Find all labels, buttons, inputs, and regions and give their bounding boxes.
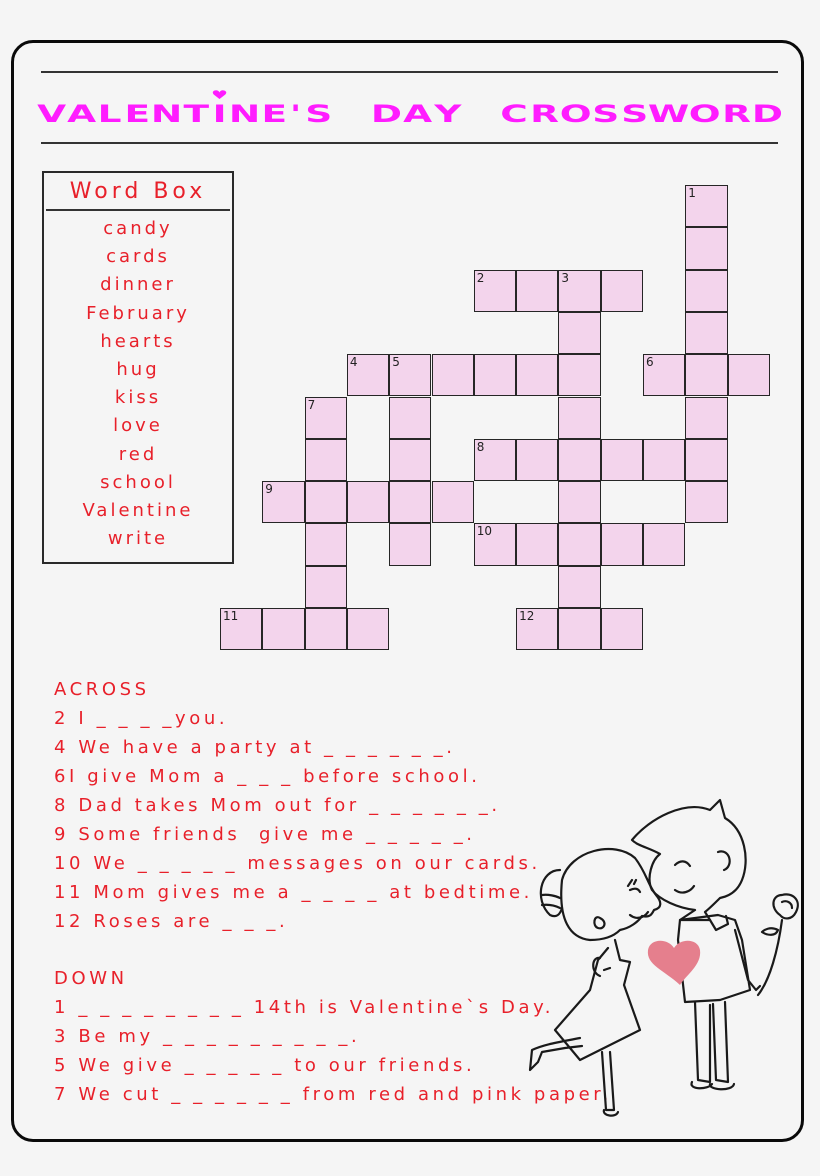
crossword-cell[interactable] xyxy=(347,354,389,396)
heart-icon xyxy=(648,941,700,985)
crossword-cell[interactable] xyxy=(516,270,558,312)
word-box-item: dinner xyxy=(100,274,176,296)
crossword-cell[interactable] xyxy=(558,354,600,396)
down-clue: 1 _ _ _ _ _ _ _ _ 14th is Valentine`s Day. xyxy=(54,997,555,1018)
word-box-item: school xyxy=(100,471,176,493)
crossword-cell[interactable] xyxy=(220,608,262,650)
word-box-item: cards xyxy=(106,246,170,268)
across-clue: 2 I _ _ _ _you. xyxy=(54,708,229,729)
crossword-cell[interactable] xyxy=(474,270,516,312)
crossword-cell[interactable] xyxy=(516,354,558,396)
crossword-cell[interactable] xyxy=(601,270,643,312)
word-box-item: red xyxy=(118,443,158,465)
crossword-cell[interactable] xyxy=(685,397,727,439)
down-heading: DOWN xyxy=(54,968,128,989)
crossword-cell[interactable] xyxy=(558,481,600,523)
crossword-cell[interactable] xyxy=(262,481,304,523)
crossword-cell[interactable] xyxy=(474,439,516,481)
clue-number: 9 xyxy=(265,482,273,497)
across-clue: 9 Some friends give me _ _ _ _ _. xyxy=(54,824,476,845)
clue-number: 6 xyxy=(646,355,654,370)
down-clue: 7 We cut _ _ _ _ _ _ from red and pink paper. xyxy=(54,1084,612,1105)
crossword-cell[interactable] xyxy=(474,354,516,396)
across-clue: 8 Dad takes Mom out for _ _ _ _ _ _. xyxy=(54,795,501,816)
clue-number: 12 xyxy=(519,609,535,623)
crossword-cell[interactable] xyxy=(305,566,347,608)
crossword-cell[interactable] xyxy=(558,566,600,608)
crossword-cell[interactable] xyxy=(305,439,347,481)
word-box-item: hearts xyxy=(100,330,176,352)
across-clue: 12 Roses are _ _ _. xyxy=(54,911,289,932)
word-box-item: Valentine xyxy=(82,499,194,521)
crossword-cell[interactable] xyxy=(558,523,600,565)
title-word: D A Y xyxy=(371,100,461,128)
crossword-cell[interactable] xyxy=(685,185,727,227)
crossword-cell[interactable] xyxy=(516,608,558,650)
crossword-cell[interactable] xyxy=(643,354,685,396)
across-clue: 11 Mom gives me a _ _ _ _ at bedtime. xyxy=(54,882,533,903)
title-top-rule xyxy=(41,71,778,73)
crossword-cell[interactable] xyxy=(305,481,347,523)
crossword-cell[interactable] xyxy=(347,608,389,650)
crossword-cell[interactable] xyxy=(347,481,389,523)
clue-number: 8 xyxy=(476,439,485,454)
crossword-cell[interactable] xyxy=(262,608,304,650)
crossword-cell[interactable] xyxy=(305,397,347,439)
down-clue: 5 We give _ _ _ _ _ to our friends. xyxy=(54,1055,476,1076)
crossword-cell[interactable] xyxy=(643,439,685,481)
word-box-item: hug xyxy=(116,358,160,380)
clue-number: 4 xyxy=(349,355,358,370)
clue-number: 3 xyxy=(561,270,570,285)
across-clue: 4 We have a party at _ _ _ _ _ _. xyxy=(54,737,456,758)
title-word: V A L E N T ♥ I N E ' S xyxy=(40,97,329,132)
crossword-cell[interactable] xyxy=(685,227,727,269)
word-box-item: February xyxy=(86,302,190,324)
crossword-cell[interactable] xyxy=(389,354,431,396)
across-clue: 10 We _ _ _ _ _ messages on our cards. xyxy=(54,853,541,874)
crossword-cell[interactable] xyxy=(685,312,727,354)
crossword-cell[interactable] xyxy=(643,523,685,565)
crossword-cell[interactable] xyxy=(389,481,431,523)
across-heading: ACROSS xyxy=(54,679,150,700)
crossword-cell[interactable] xyxy=(432,481,474,523)
word-list xyxy=(44,211,232,553)
clue-number: 11 xyxy=(223,609,239,623)
clue-number: 10 xyxy=(476,524,493,539)
crossword-cell[interactable] xyxy=(685,354,727,396)
crossword-cell[interactable] xyxy=(432,354,474,396)
crossword-cell[interactable] xyxy=(516,523,558,565)
title-bottom-rule xyxy=(41,142,778,144)
page-title xyxy=(37,92,784,136)
word-box-item: write xyxy=(107,528,169,550)
clue-number: 1 xyxy=(688,186,696,200)
clue-number: 7 xyxy=(307,397,316,412)
down-clue: 3 Be my _ _ _ _ _ _ _ _ _. xyxy=(54,1026,361,1047)
crossword-cell[interactable] xyxy=(474,523,516,565)
clue-number: 2 xyxy=(476,270,485,285)
title-word: C R O S S W O R D xyxy=(500,100,784,128)
crossword-cell[interactable] xyxy=(558,439,600,481)
crossword-cell[interactable] xyxy=(601,439,643,481)
across-clue: 6I give Mom a _ _ _ before school. xyxy=(54,766,481,787)
crossword-cell[interactable] xyxy=(685,481,727,523)
crossword-cell[interactable] xyxy=(558,270,600,312)
crossword-cell[interactable] xyxy=(558,312,600,354)
word-box xyxy=(42,171,234,564)
crossword-cell[interactable] xyxy=(389,523,431,565)
word-box-item: candy xyxy=(103,218,173,239)
crossword-cell[interactable] xyxy=(389,439,431,481)
crossword-cell[interactable] xyxy=(389,397,431,439)
crossword-cell[interactable] xyxy=(558,608,600,650)
crossword-cell[interactable] xyxy=(305,523,347,565)
couple-illustration-icon xyxy=(520,790,810,1120)
crossword-cell[interactable] xyxy=(601,523,643,565)
crossword-cell[interactable] xyxy=(558,397,600,439)
crossword-cell[interactable] xyxy=(685,439,727,481)
crossword-cell[interactable] xyxy=(305,608,347,650)
crossword-cell[interactable] xyxy=(516,439,558,481)
crossword-cell[interactable] xyxy=(601,608,643,650)
crossword-cell[interactable] xyxy=(685,270,727,312)
word-box-title: Word Box xyxy=(46,173,230,211)
crossword-cell[interactable] xyxy=(728,354,770,396)
word-box-item: love xyxy=(113,415,163,437)
clue-number: 5 xyxy=(392,355,400,370)
word-box-item: kiss xyxy=(114,387,162,409)
